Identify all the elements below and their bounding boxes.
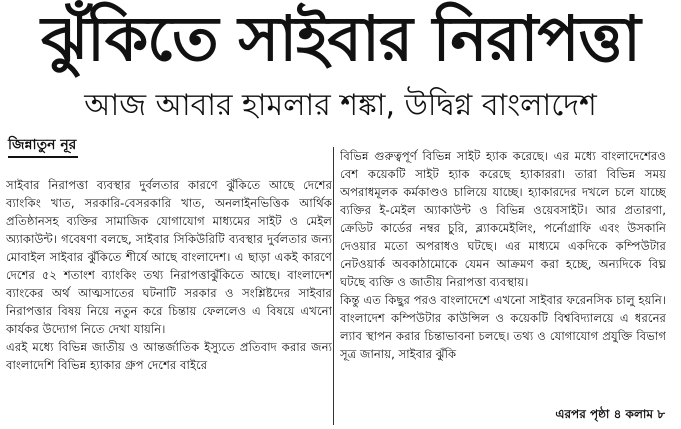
column-divider [333,147,334,425]
headline: ঝুঁকিতে সাইবার নিরাপত্তা [41,2,640,75]
right-paragraph-1: বিভিন্ন গুরুত্বপূর্ণ বিভিন্ন সাইট হ্যাক করেছে। এর মধ্যে বাংলাদেশেরও বেশ কয়েকটি সাইট হ্যাক করেছে হ্যাকাররা। তারা বিভিন্ন সময় অপরাধমূলক কর্মকাণ্ডও চালিয়ে যাচ্ছে। হ্যাকারদের দখলে চলে যাচ্ছে ব্যক্তির ই-মেইল অ্যাকাউন্ট ও বিভিন্ন ওয়েবসাইট। আর প্রতারণা, ক্রেডিট কার্ডের নম্বর চুরি, ব্ল্যাকমেইলিং, পর্নোগ্রাফি এবং উসকানি দেওয়ার মতো অপরাধও ঘটছে। এর মাধ্যমে একদিকে কম্পিউটার নেটওয়ার্ক অবকাঠামোকে যেমন আক্রমণ করা হচ্ছে, অন্যদিকে বিঘ্ন ঘটছে ব্যক্তি ও জাতীয় নিরাপত্তা ব্যবস্থায়। [340,149,666,289]
subheadline: আজ আবার হামলার শঙ্কা, উদ্বিগ্ন বাংলাদেশ [84,88,597,123]
right-paragraph-2: কিন্তু এত কিছুর পরও বাংলাদেশে এখনো সাইবার ফরেনসিক চালু হয়নি। বাংলাদেশ কম্পিউটার কাউন্সিল ও কয়েকটি বিশ্ববিদ্যালয়ে এ ধরনের ল্যাব স্থাপন করার চিন্তাভাবনা চলছে। তথ্য ও যোগাযোগ প্রযুক্তি বিভাগ সূত্র জানায়, সাইবার ঝুঁকি [340,293,666,361]
byline: জিন্নাতুন নূর [8,134,78,158]
left-column [6,176,332,426]
continuation-note: এরপর পৃষ্ঠা ৪ কলাম ৮ [555,407,665,421]
left-paragraph-2: এরই মধ্যে বিভিন্ন জাতীয় ও আন্তর্জাতিক ইস্যুতে প্রতিবাদ করার জন্য বাংলাদেশি বিভিন্ন হ্যাকার গ্রুপ দেশের বাইরে [6,340,332,372]
left-paragraph-1: সাইবার নিরাপত্তা ব্যবস্থার দুর্বলতার কারণে ঝুঁকিতে আছে দেশের ব্যাংকিং খাত, সরকারি-বেসরকারি খাত, অনলাইনভিত্তিক আর্থিক প্রতিষ্ঠানসহ ব্যক্তির সামাজিক যোগাযোগ মাধ্যমের সাইট ও মেইল অ্যাকাউন্ট। গবেষণা বলছে, সাইবার সিকিউরিটি ব্যবস্থার দুর্বলতার জন্য মোবাইল সাইবার ঝুঁকিতে শীর্ষে আছে বাংলাদেশ। এ ছাড়া একই কারণে দেশের ৫২ শতাংশ ব্যাংকিং তথ্য নিরাপত্তাঝুঁকিতে আছে। বাংলাদেশ ব্যাংকের অর্থ আত্মসাতের ঘটনাটি সরকার ও সংশ্লিষ্টদের সাইবার নিরাপত্তার বিষয় নিয়ে নতুন করে চিন্তায় ফেললেও এ বিষয়ে এখনো কার্যকর উদ্যোগ নিতে দেখা যায়নি। [6,178,332,336]
right-column [340,147,666,403]
